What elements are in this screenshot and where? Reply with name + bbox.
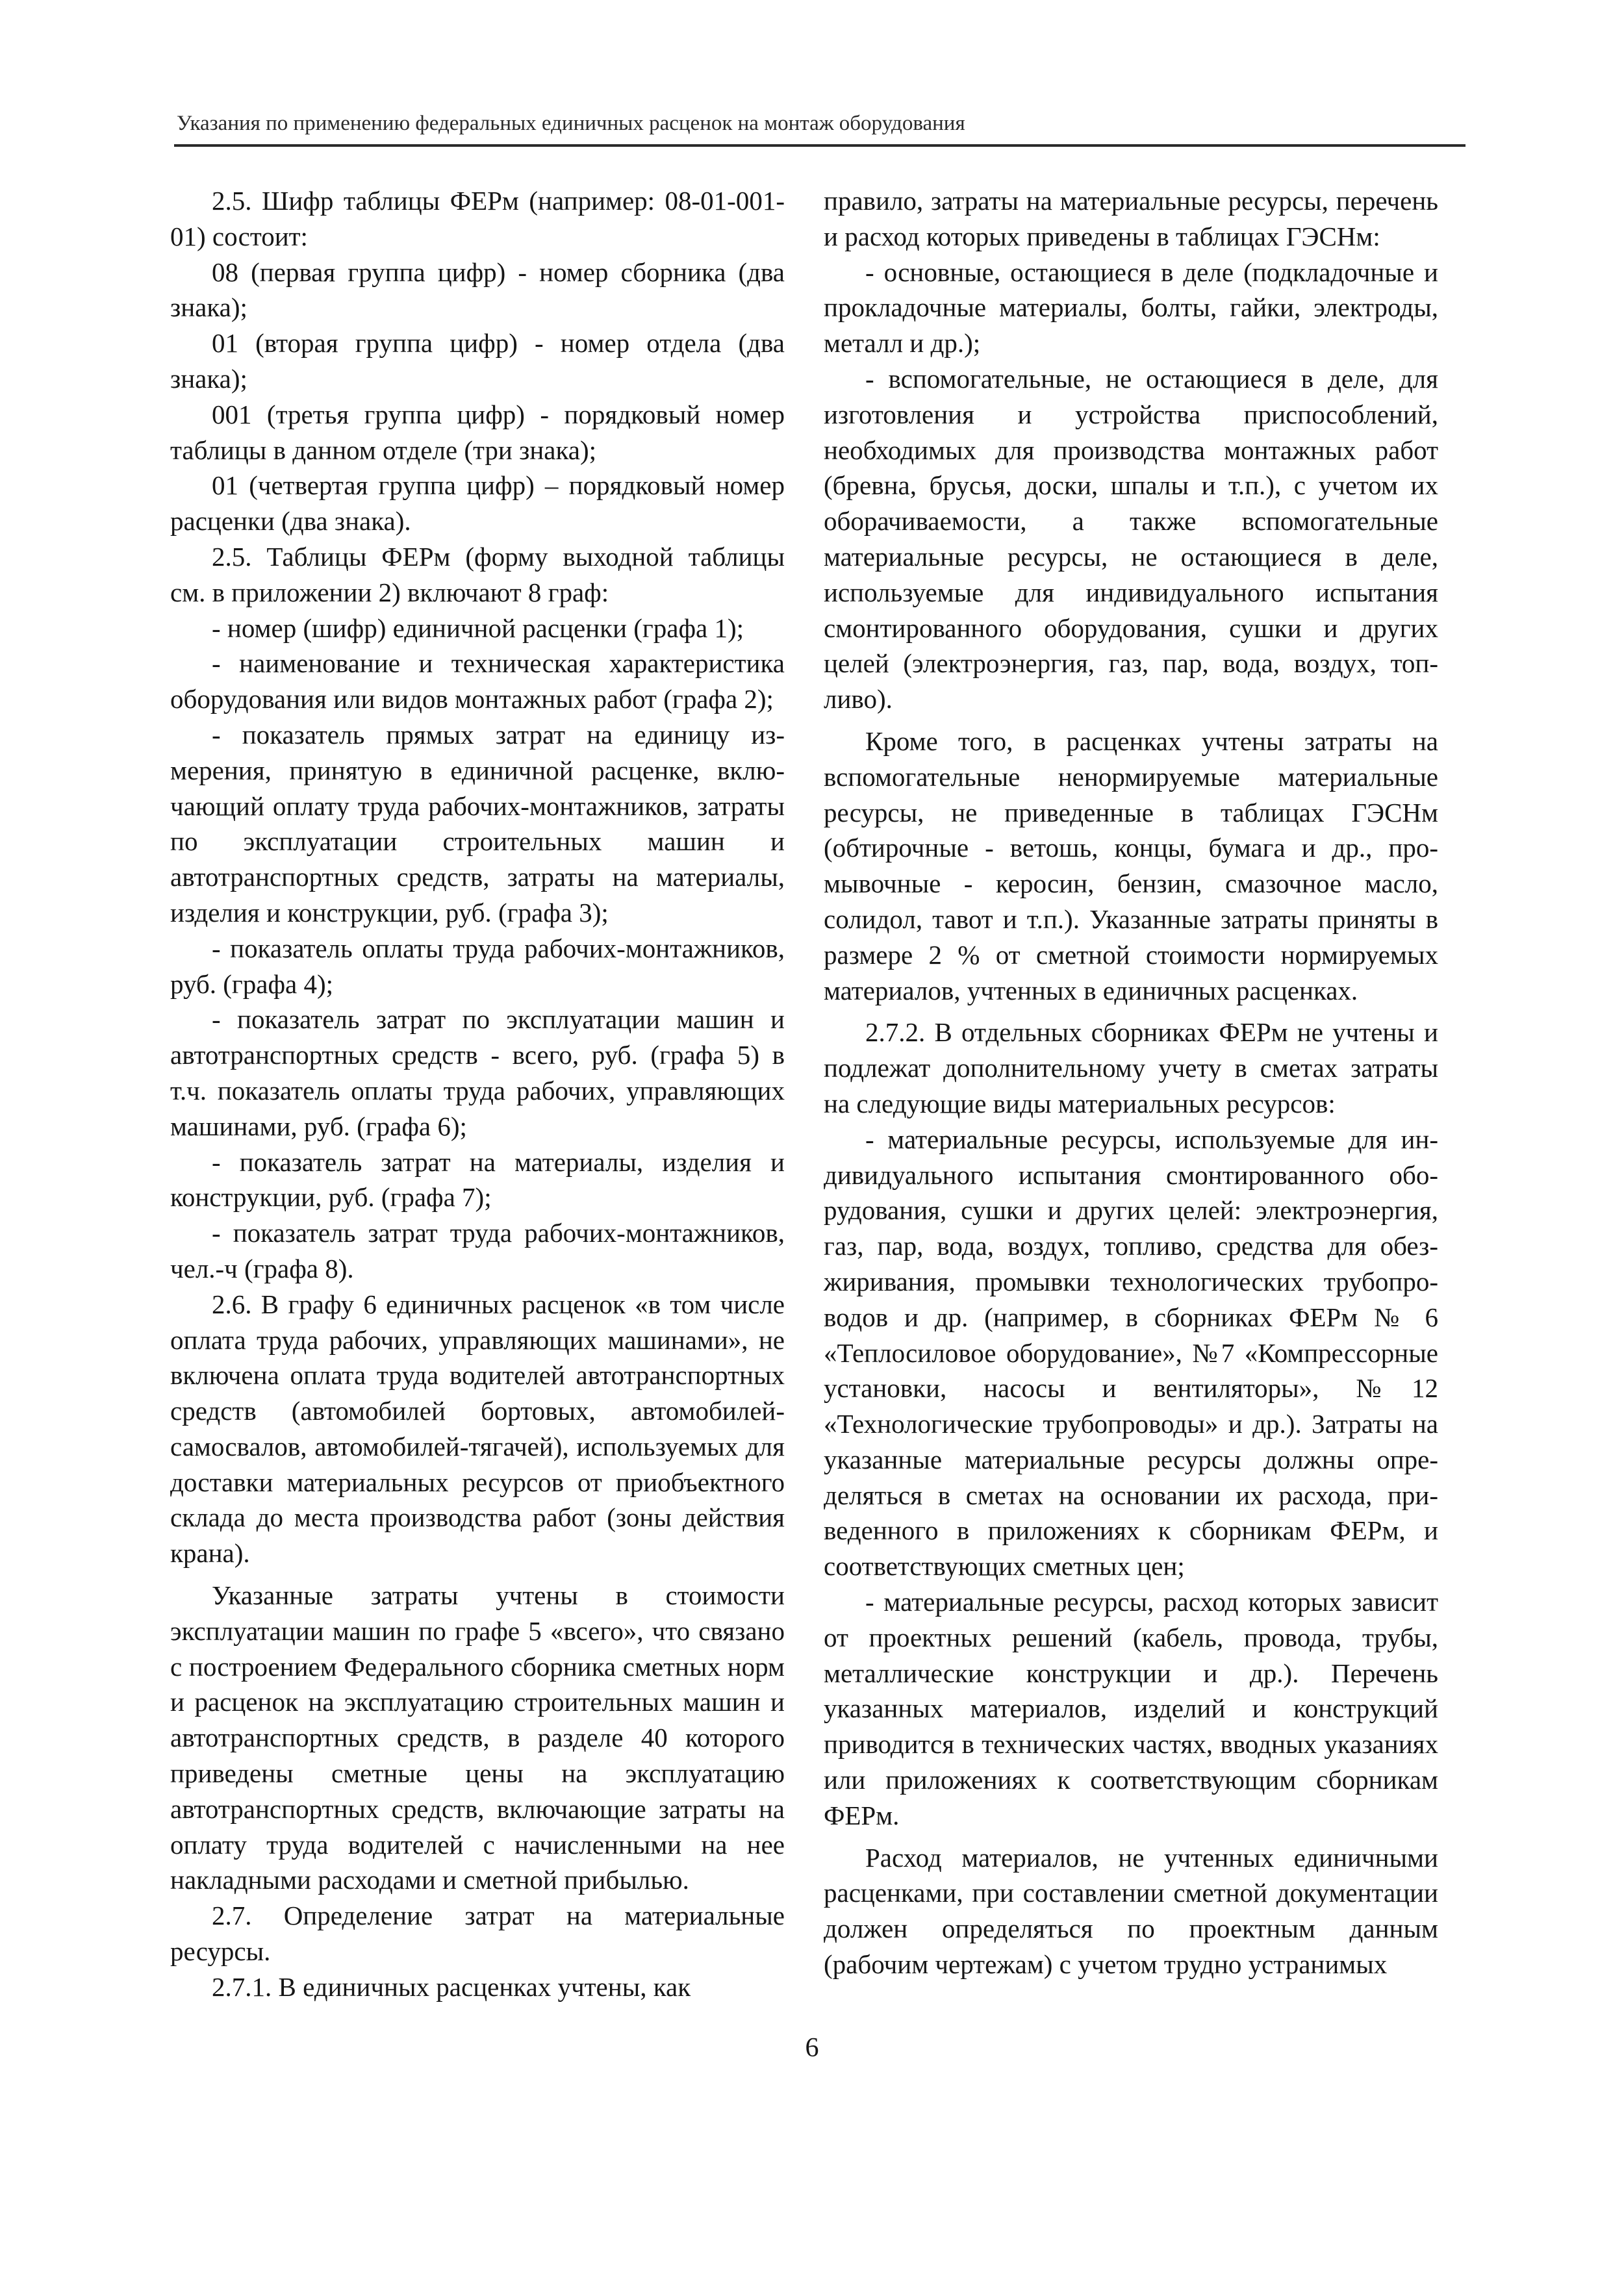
list-item: - вспомогательные, не остающиеся в деле, для изготовления и устройства приспособлений, необходимых для производства монтажных работ (бревна, брусья, доски, шпалы и т.п.), с учетом их оборачиваемости, а также вспомогательные материальные ресурсы, не остающиеся в деле, используемые для индивидуального испытания смонтированного оборудования, сушки и других целей (электроэнергия, газ, пар, вода, воздух, топливо). — [824, 363, 1438, 714]
left-column — [170, 183, 785, 2005]
list-item: - показатель затрат по эксплуатации машин и автотранспортных средств - всего, руб. (графа 5) в т.ч. показатель оплаты труда рабочих, управляющих машинами, руб. (графа 6); — [170, 1004, 785, 1141]
list-item: - номер (шифр) единичной расценки (графа 1); — [212, 613, 744, 643]
paragraph: 2.7.2. В отдельных сборниках ФЕРм не учтены и подлежат дополнительному учету в сметах затраты на следующие виды материальных ресурсов: — [824, 1017, 1438, 1118]
list-item: - показатель затрат на материалы, изделия и конструкции, руб. (графа 7); — [170, 1146, 785, 1213]
list-item: - материальные ресурсы, расход которых зависит от проектных решений (кабель, провода, трубы, металлические конструкции и др.). Перечень указанных материалов, изделий и конструкций приводится в технических частях, вводных указаниях или приложениях к соответствующим сборникам ФЕРм. — [824, 1587, 1438, 1830]
header-rule — [174, 144, 1465, 147]
paragraph: 001 (третья группа цифр) - порядковый номер таблицы в данном отделе (три знака); — [170, 399, 785, 465]
running-header: Указания по применению федеральных единичных расценок на монтаж оборудования — [177, 112, 965, 135]
paragraph: 01 (вторая группа цифр) - номер отдела (два знака); — [170, 328, 785, 394]
list-item: - показатель затрат труда рабочих-монтажников, чел.-ч (графа 8). — [170, 1218, 785, 1283]
paragraph: 2.7. Определение затрат на материальные ресурсы. — [170, 1901, 785, 1967]
list-item: - показатель прямых затрат на единицу измерения, принятую в единичной расценке, включающий оплату труда рабочих-монтажников, затраты по эксплуатации строительных машин и автотранспортных средств, затраты на материалы, изделия и конструкции, руб. (графа 3); — [170, 719, 785, 928]
right-column — [824, 183, 1438, 1982]
paragraph: 2.5. Таблицы ФЕРм (форму выходной таблицы см. в приложении 2) включают 8 граф: — [170, 541, 785, 607]
paragraph: Указанные затраты учтены в стоимости эксплуатации машин по графе 5 «всего», что связано с построением Федерального сборника сметных норм и расценок на эксплуатацию строительных машин и автотранспортных средств, в разделе 40 которого приведены сметные цены на эксплуатацию автотранспортных средств, включающие затраты на оплату труда водителей с начисленными на нее накладными расходами и сметной прибылью. — [170, 1580, 785, 1895]
paragraph: Расход материалов, не учтенных единичными расценками, при составлении сметной документации должен определяться по проектным данным (рабочим чертежам) с учетом трудно устранимых — [824, 1842, 1438, 1980]
paragraph: Кроме того, в расценках учтены затраты на вспомогательные ненормируемые материальные ресурсы, не приведенные в таблицах ГЭСНм (обтирочные - ветошь, концы, бумага и др., промывочные - керосин, бензин, смазочное масло, солидол, тавот и т.п.). Указанные затраты приняты в размере 2 % от сметной стоимости нормируемых материалов, учтенных в единичных расценках. — [824, 726, 1438, 1005]
paragraph: 2.7.1. В единичных расценках учтены, как — [212, 1971, 691, 2002]
list-item: - наименование и техническая характеристика оборудования или видов монтажных работ (графа 2); — [170, 648, 785, 714]
list-item: - материальные ресурсы, используемые для индивидуального испытания смонтированного оборудования, сушки и других целей: электроэнергия, газ, пар, вода, воздух, топливо, средства для обезжиривания, промывки технологических трубопроводов и др. (например, в сборниках ФЕРм № 6 «Теплосиловое оборудование», №7 «Компрессорные установки, насосы и вентиляторы», №12 «Технологические трубопроводы» и др.). Затраты на указанные материальные ресурсы должны определяться в сметах на основании их расхода, приведенного в приложениях к сборникам ФЕРм, и соответствующих сметных цен; — [824, 1124, 1438, 1582]
list-item: - показатель оплаты труда рабочих-монтажников, руб. (графа 4); — [170, 933, 785, 999]
page-number: 6 — [805, 2033, 819, 2063]
paragraph: 08 (первая группа цифр) - номер сборника (два знака); — [170, 257, 785, 323]
paragraph: 2.5. Шифр таблицы ФЕРм (например: 08-01-001-01) состоит: — [170, 186, 785, 251]
paragraph: правило, затраты на материальные ресурсы, перечень и расход которых приведены в таблицах ГЭСНм: — [824, 186, 1438, 251]
paragraph: 2.6. В графу 6 единичных расценок «в том числе оплата труда рабочих, управляющих машинами», не включена оплата труда водителей автотранспортных средств (автомобилей бортовых, автомобилей-самосвалов, автомобилей-тягачей), используемых для доставки материальных ресурсов от приобъектного склада до места производства работ (зоны действия крана). — [170, 1289, 785, 1569]
list-item: - основные, остающиеся в деле (подкладочные и прокладочные материалы, болты, гайки, электроды, металл и др.); — [824, 257, 1438, 359]
paragraph: 01 (четвертая группа цифр) – порядковый номер расценки (два знака). — [170, 470, 785, 537]
